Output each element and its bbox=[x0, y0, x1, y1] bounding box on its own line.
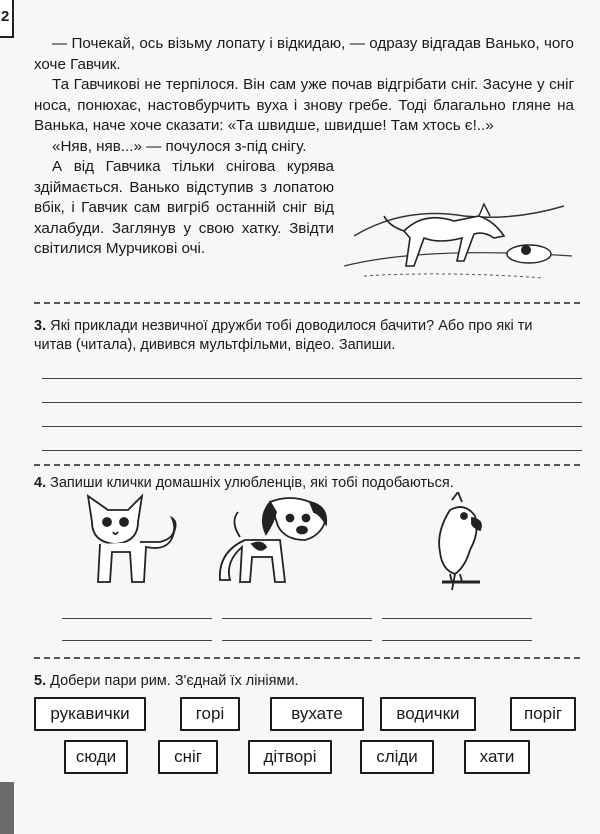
answer-line[interactable] bbox=[42, 450, 582, 451]
task-text: Запиши клички домашніх улюбленців, які тобі подобаються. bbox=[50, 475, 454, 491]
task-number: 4. bbox=[34, 475, 47, 491]
divider bbox=[34, 302, 580, 304]
pets-illustration bbox=[80, 492, 490, 592]
page-number: 2 bbox=[0, 0, 14, 38]
task-number: 3. bbox=[34, 318, 47, 334]
task-number: 5. bbox=[34, 673, 47, 689]
pet-name-line[interactable] bbox=[62, 640, 212, 641]
divider bbox=[34, 464, 580, 466]
page-edge-strip bbox=[0, 782, 14, 834]
story-paragraph: Та Гавчикові не терпілося. Він сам уже почав відгрібати сніг. Засуне у сніг носа, понюхає, настовбурчить вуха і знову гребе. Тоді благально гляне на Ванька, наче хоче сказати: «Та швидше, швидше! Там хтось є!..» bbox=[34, 76, 574, 134]
story-paragraph: А від Гавчика тільки снігова курява здіймається. Ванько відступив з лопатою вбік, і Гавчик сам вигріб останній сніг від халабуди. Заглянув у свою хатку. Звідти світилися Мурчикові очі. bbox=[34, 158, 334, 257]
rhyme-word-bottom[interactable]: дітворі bbox=[248, 740, 332, 774]
pet-name-line[interactable] bbox=[382, 640, 532, 641]
rhyme-word-top[interactable]: горі bbox=[180, 697, 240, 731]
parrot-drawing bbox=[439, 492, 481, 590]
story-paragraph: — Почекай, ось візьму лопату і відкидаю, — одразу відгадав Ванько, чого хоче Гавчик. bbox=[34, 35, 574, 73]
dog-digging-snow-illustration bbox=[344, 176, 572, 286]
rhyme-word-top[interactable]: поріг bbox=[510, 697, 576, 731]
rhyme-word-bottom[interactable]: сніг bbox=[158, 740, 218, 774]
task-3-prompt bbox=[34, 317, 574, 355]
task-5-prompt bbox=[34, 672, 299, 691]
task-text: Які приклади незвичної дружби тобі доводилося бачити? Або про які ти читав (читала), дивився мультфільми, відео. Запиши. bbox=[34, 318, 533, 353]
rhyme-word-top[interactable]: вухате bbox=[270, 697, 364, 731]
rhyme-word-bottom[interactable]: сліди bbox=[360, 740, 434, 774]
story-paragraph: «Няв, няв...» — почулося з-під снігу. bbox=[52, 137, 307, 155]
pet-name-line[interactable] bbox=[382, 618, 532, 619]
cat-drawing bbox=[88, 496, 176, 582]
answer-line[interactable] bbox=[42, 378, 582, 379]
rhyme-word-top[interactable]: водички bbox=[380, 697, 476, 731]
answer-line[interactable] bbox=[42, 426, 582, 427]
dog-drawing bbox=[220, 498, 326, 582]
answer-line[interactable] bbox=[42, 402, 582, 403]
pet-name-line[interactable] bbox=[62, 618, 212, 619]
rhyme-word-top[interactable]: рукавички bbox=[34, 697, 146, 731]
rhyme-word-bottom[interactable]: хати bbox=[464, 740, 530, 774]
divider bbox=[34, 657, 580, 659]
pet-name-line[interactable] bbox=[222, 640, 372, 641]
task-4-prompt bbox=[34, 474, 454, 493]
pet-name-line[interactable] bbox=[222, 618, 372, 619]
task-text: Добери пари рим. З'єднай їх лініями. bbox=[50, 673, 299, 689]
rhyme-word-bottom[interactable]: сюди bbox=[64, 740, 128, 774]
